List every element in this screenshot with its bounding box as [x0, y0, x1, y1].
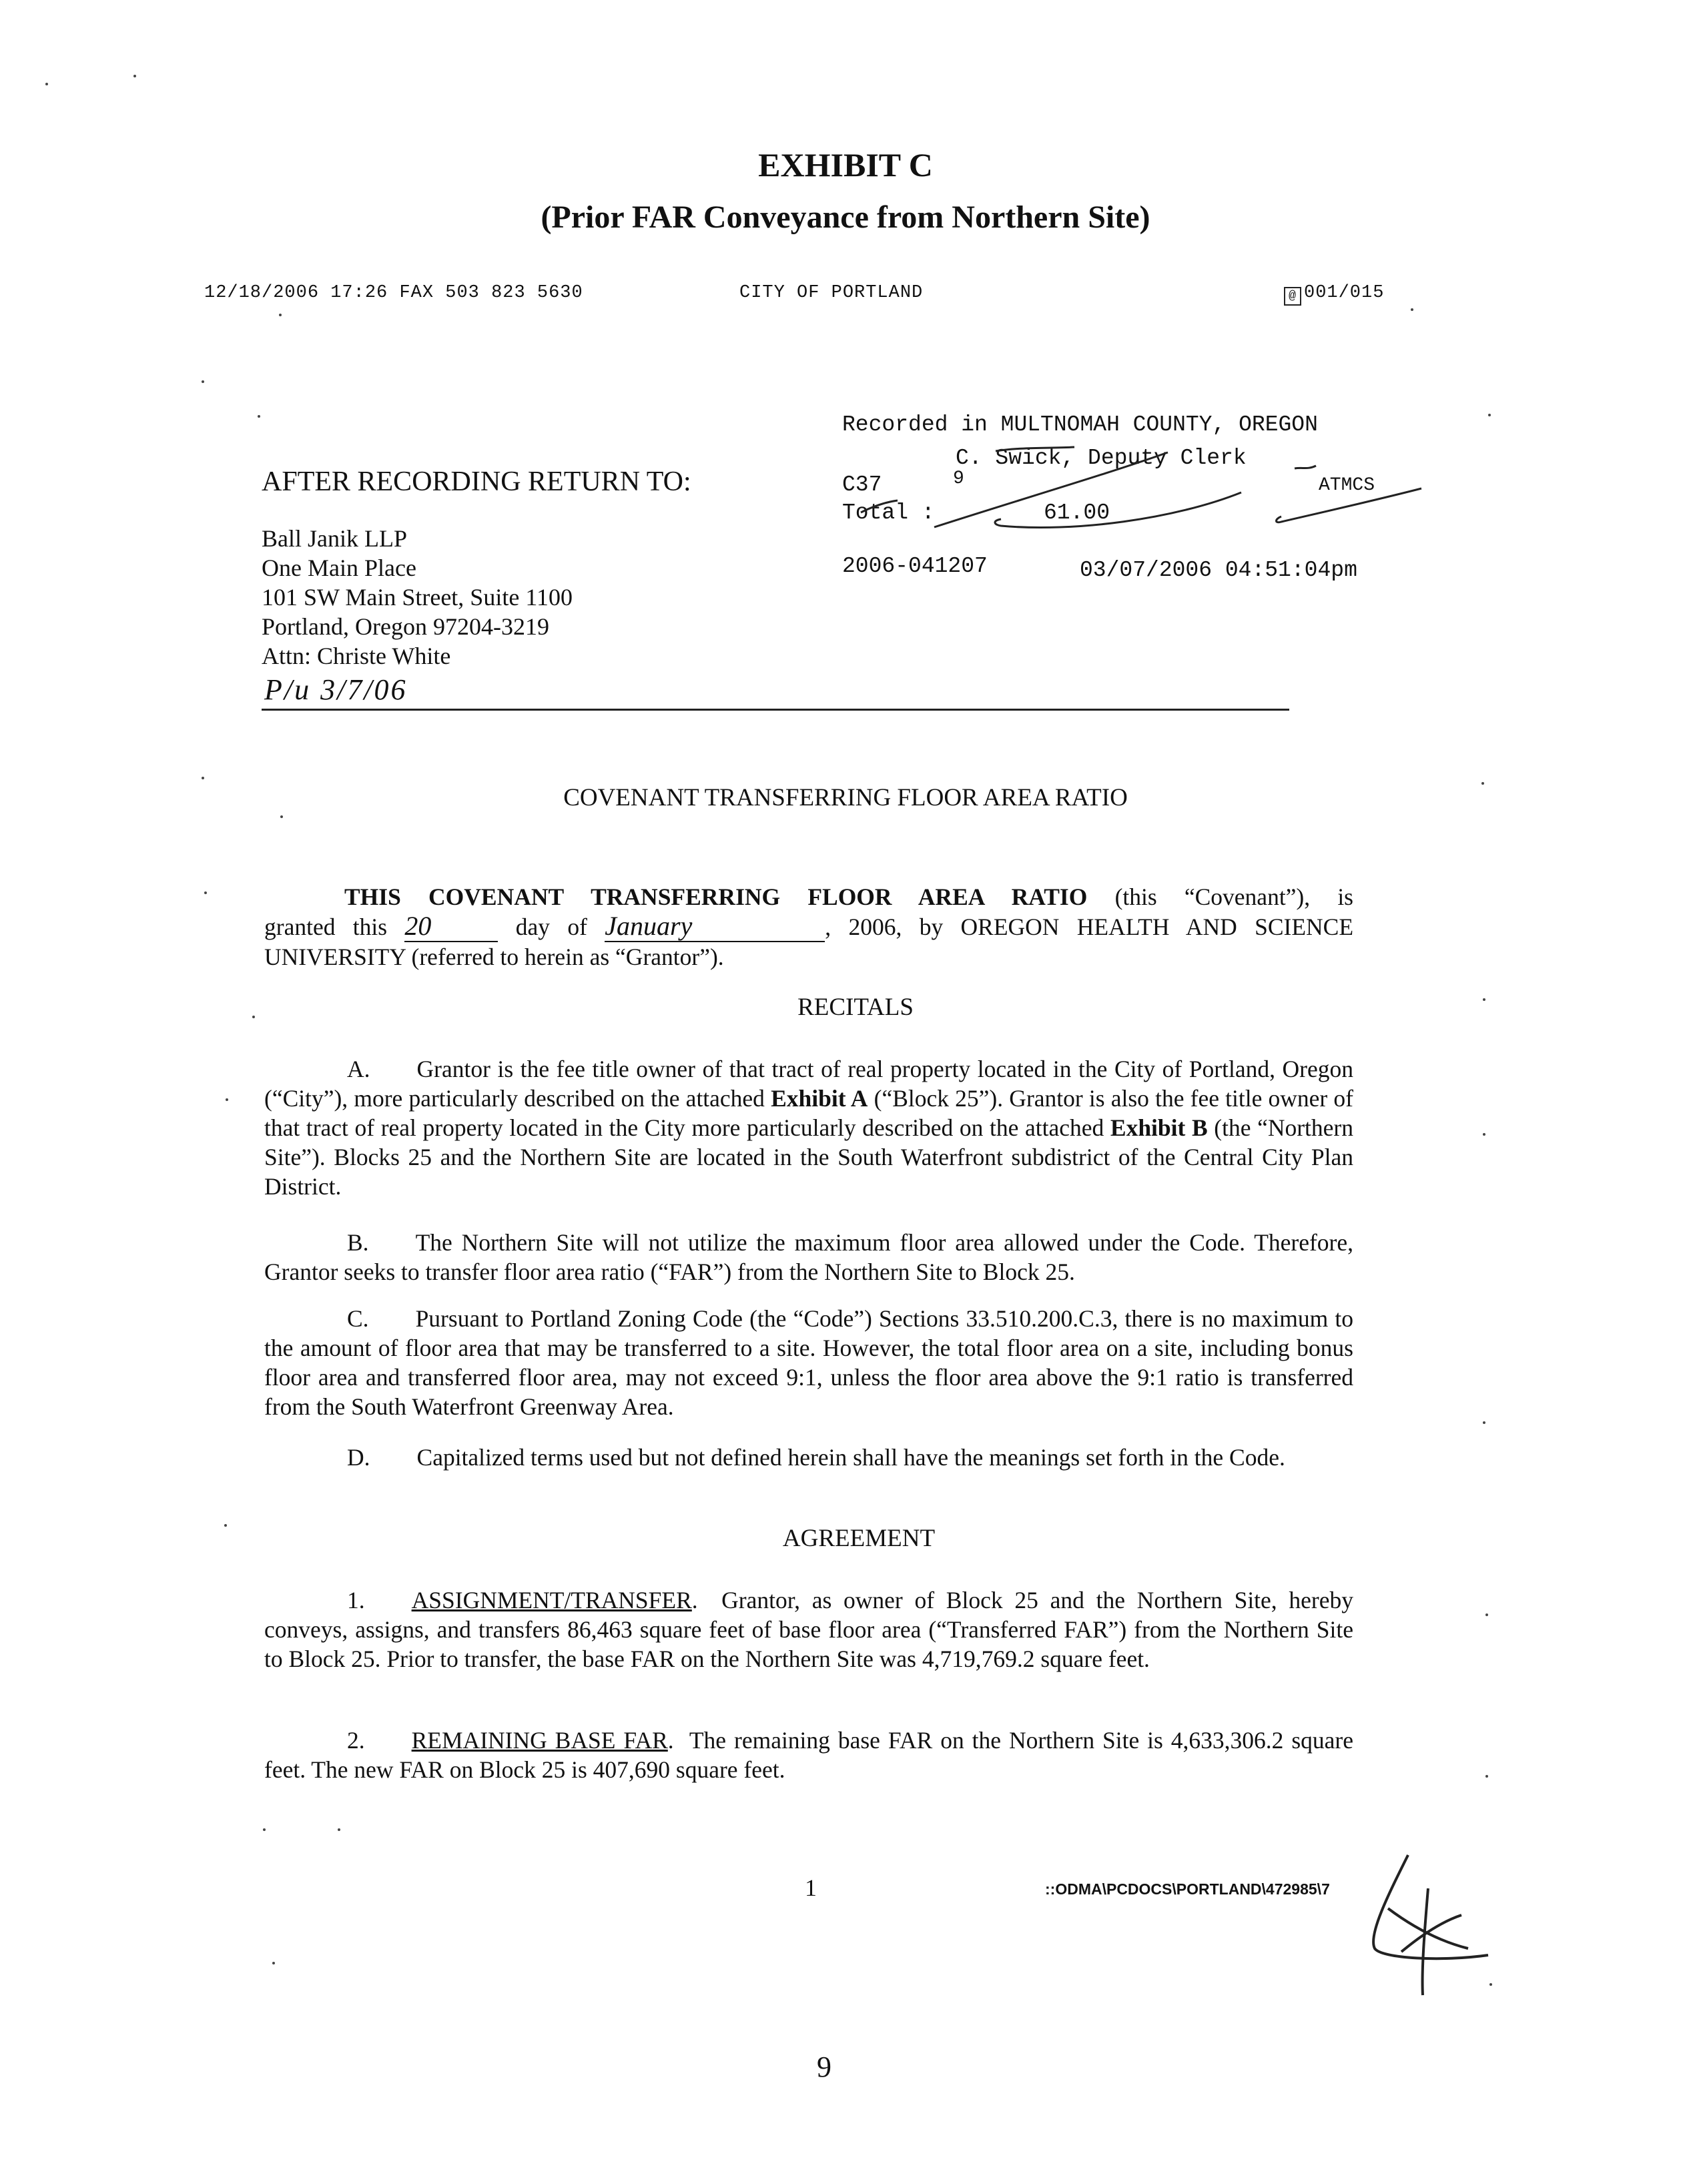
section-2-number: 2.: [347, 1727, 365, 1754]
page-number: 1: [805, 1874, 817, 1901]
recital-a-label: A.: [347, 1056, 370, 1082]
section-2-text: The remaining base FAR on the Northern Site is 4,633,306.2 square feet. The new FAR on Block 25 is 407,690 square feet.: [264, 1727, 1353, 1783]
intro-paragraph: [264, 882, 1353, 972]
recital-d: [264, 1443, 1353, 1472]
recital-a-text-2: (“Block 25”). Grantor is also the fee title owner of that tract of real property located in the City more particularly described on the attached: [264, 1085, 1353, 1141]
recital-a: [264, 1054, 1353, 1201]
recital-a-text-1: Grantor is the fee title owner of that tract of real property located in the City of Portland, Oregon (“City”), more particularly described on the attached: [264, 1056, 1353, 1112]
recital-a-exhibit-b: Exhibit B: [1110, 1114, 1208, 1141]
fax-header-page: [1284, 283, 1384, 306]
section-2: 2. REMAINING BASE FAR. The remaining base FAR on the Northern Site is 4,633,306.2 square feet. The new FAR on Block 25 is 407,690 square feet.: [264, 1727, 1353, 1783]
exhibit-subtitle: (Prior FAR Conveyance from Northern Site): [541, 200, 1150, 235]
return-to-line-1: Ball Janik LLP: [262, 525, 407, 552]
return-to-line-5: Attn: Christe White: [262, 643, 451, 669]
fax-icon: @: [1284, 287, 1301, 306]
section-1-heading: ASSIGNMENT/TRANSFER: [411, 1587, 692, 1613]
intro-grantor-name: , 2006, by OREGON HEALTH AND SCIENCE: [825, 914, 1354, 940]
section-1: 1. ASSIGNMENT/TRANSFER. Grantor, as owner of Block 25 and the Northern Site, hereby conveys, assigns, and transfers 86,463 square feet of base floor area (“Transferred FAR”) from the Northern Site to Block 25. Prior to transfer, the base FAR on the Northern Site was 4,719,769.2 square feet.: [264, 1587, 1353, 1672]
intro-line-3: UNIVERSITY (referred to herein as “Grantor”).: [264, 944, 724, 970]
return-to-line-2: One Main Place: [262, 555, 416, 581]
section-2-heading: REMAINING BASE FAR: [411, 1727, 668, 1754]
recording-stamp-initials: ATMCS: [1319, 475, 1375, 496]
recital-b-text: The Northern Site will not utilize the maximum floor area allowed under the Code. Therefore, Grantor seeks to transfer floor area ratio (“FAR”) from the Northern Site to Block 25.: [264, 1229, 1353, 1285]
recording-stamp-datetime: 03/07/2006 04:51:04pm: [1080, 558, 1357, 583]
intro-granted-text: granted this: [264, 914, 388, 940]
handwritten-initial-mark: [1361, 1835, 1495, 2009]
recording-stamp-total-label: Total :: [842, 500, 935, 525]
recording-stamp-code: C37: [842, 472, 882, 497]
handwritten-pickup-note: P/u 3/7/06: [264, 673, 408, 706]
after-recording-heading: AFTER RECORDING RETURN TO:: [262, 466, 691, 497]
recital-a-text-3: (the “Northern Site”). Blocks 25 and the Northern Site are located in the South Waterfront subdistrict of the Central City Plan District.: [264, 1114, 1353, 1200]
fax-page-number: 001/015: [1304, 283, 1385, 303]
recording-stamp-line1: Recorded in MULTNOMAH COUNTY, OREGON: [842, 412, 1318, 437]
recital-d-text: Capitalized terms used but not defined herein shall have the meanings set forth in the Code.: [416, 1444, 1285, 1471]
recital-c: [264, 1304, 1353, 1421]
intro-month-field: January: [605, 912, 825, 942]
section-1-number: 1.: [347, 1587, 365, 1613]
recital-b-label: B.: [347, 1229, 369, 1256]
intro-covenant-label: (this “Covenant”), is: [1114, 883, 1354, 910]
return-to-line-4: Portland, Oregon 97204-3219: [262, 613, 549, 640]
exhibit-page-number: 9: [817, 2051, 831, 2083]
recital-c-label: C.: [347, 1305, 369, 1332]
recital-d-label: D.: [347, 1444, 370, 1471]
return-to-line-3: 101 SW Main Street, Suite 1100: [262, 584, 573, 611]
signature-divider: [262, 709, 1289, 711]
exhibit-title: EXHIBIT C: [758, 146, 933, 184]
agreement-heading-text: AGREEMENT: [782, 1525, 936, 1552]
recording-stamp-doc-number: 2006-041207: [842, 554, 988, 579]
recording-stamp-number: 9: [953, 468, 964, 489]
recording-stamp-strokes: [841, 427, 1441, 561]
intro-day-of-text: day of: [515, 914, 587, 940]
intro-line-1: [264, 882, 1353, 912]
intro-line-2: [264, 912, 1353, 942]
section-1-text: Grantor, as owner of Block 25 and the Northern Site, hereby conveys, assigns, and transfers 86,463 square feet of base floor area (“Transferred FAR”) from the Northern Site to Block 25. Prior to transfer, the base FAR on the Northern Site was 4,719,769.2 square feet.: [264, 1587, 1353, 1672]
recital-c-text: Pursuant to Portland Zoning Code (the “Code”) Sections 33.510.200.C.3, there is no maximum to the amount of floor area that may be transferred to a site. However, the total floor area on a site, including bonus floor area and transferred floor area, may not exceed 9:1, unless the floor area above the 9:1 ratio is transferred from the South Waterfront Greenway Area.: [264, 1305, 1353, 1420]
document-title: COVENANT TRANSFERRING FLOOR AREA RATIO: [563, 784, 1128, 811]
file-path: ::ODMA\PCDOCS\PORTLAND\472985\7: [1045, 1880, 1330, 1898]
recording-stamp-line2: C. Swick, Deputy Clerk: [956, 446, 1247, 470]
recitals-heading-text: RECITALS: [797, 994, 914, 1021]
intro-covenant-title: THIS COVENANT TRANSFERRING FLOOR AREA RATIO: [344, 883, 1088, 910]
recital-b: [264, 1228, 1353, 1287]
fax-header-line: 12/18/2006 17:26 FAX 503 823 5630: [204, 283, 583, 303]
intro-day-field: 20: [404, 912, 498, 942]
recording-stamp-total-value: 61.00: [1044, 500, 1110, 525]
agreement-heading: [0, 1524, 1691, 1553]
recital-a-exhibit-a: Exhibit A: [771, 1085, 868, 1112]
fax-header-organization: CITY OF PORTLAND: [739, 283, 924, 303]
